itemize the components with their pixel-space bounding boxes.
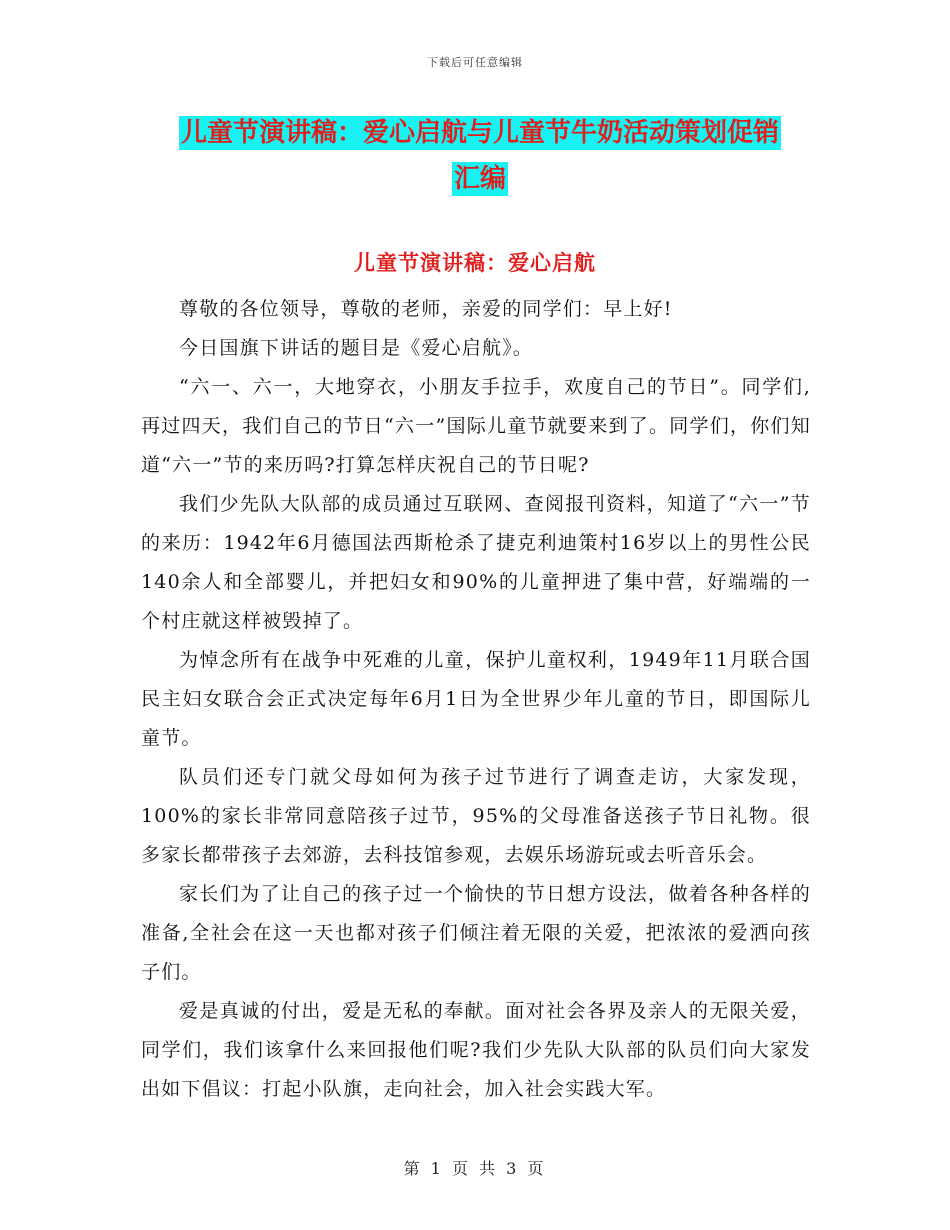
paragraph: 尊敬的各位领导，尊敬的老师，亲爱的同学们：早上好! [179, 298, 673, 320]
body-text [141, 290, 811, 1109]
document-title [130, 110, 830, 202]
section-title: 儿童节演讲稿：爱心启航 [354, 251, 596, 275]
paragraph: 今日国旗下讲话的题目是《爱心启航》。 [179, 337, 534, 359]
paragraph: 为悼念所有在战争中死难的儿童，保护儿童权利，1949年11月联合国民主妇女联合会正式决定每年6月1日为全世界少年儿童的节日，即国际儿童节。 [141, 649, 811, 749]
paragraph: 我们少先队大队部的成员通过互联网、查阅报刊资料，知道了“六一”节的来历：1942年6月德国法西斯枪杀了捷克利迪策村16岁以上的男性公民140余人和全部婴儿，并把妇女和90%的儿童押进了集中营，好端端的一个村庄就这样被毁掉了。 [141, 493, 811, 632]
paragraph: 队员们还专门就父母如何为孩子过节进行了调查走访，大家发现，100%的家长非常同意陪孩子过节，95%的父母准备送孩子节日礼物。很多家长都带孩子去郊游，去科技馆参观，去娱乐场游玩或去听音乐会。 [141, 766, 811, 866]
paragraph: “六一、六一，大地穿衣，小朋友手拉手，欢度自己的节日”。同学们,再过四天，我们自己的节日“六一”国际儿童节就要来到了。同学们，你们知道“六一”节的来历吗?打算怎样庆祝自己的节日呢? [141, 376, 811, 476]
header-note: 下载后可任意编辑 [427, 56, 523, 69]
page-footer: 第 1 页 共 3 页 [403, 1159, 547, 1178]
document-title-line-2: 汇编 [453, 164, 506, 194]
document-title-line-1: 儿童节演讲稿：爱心启航与儿童节牛奶活动策划促销 [180, 118, 779, 148]
paragraph: 家长们为了让自己的孩子过一个愉快的节日想方设法，做着各种各样的准备,全社会在这一天也都对孩子们倾注着无限的关爱，把浓浓的爱洒向孩子们。 [141, 883, 811, 983]
paragraph: 爱是真诚的付出，爱是无私的奉献。面对社会各界及亲人的无限关爱，同学们，我们该拿什么来回报他们呢?我们少先队大队部的队员们向大家发出如下倡议：打起小队旗，走向社会，加入社会实践大军。 [141, 1000, 811, 1100]
